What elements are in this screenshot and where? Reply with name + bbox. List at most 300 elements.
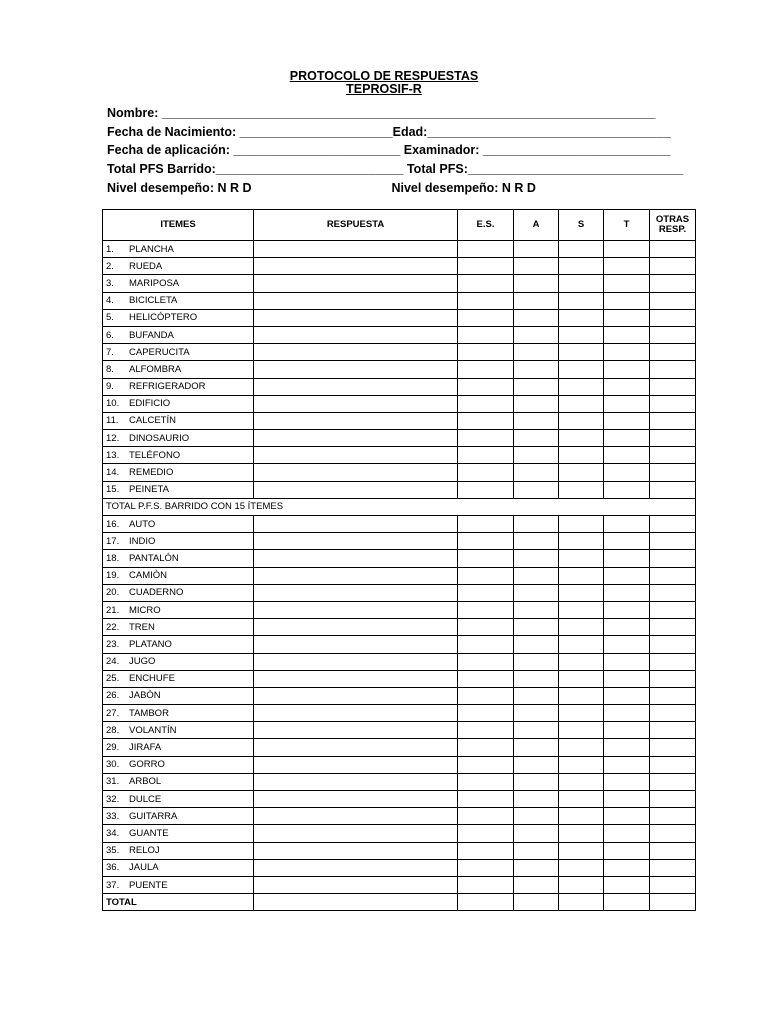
s-cell[interactable] — [559, 722, 604, 739]
other-cell[interactable] — [650, 447, 696, 464]
other-cell[interactable] — [650, 584, 696, 601]
item-number: 31. — [106, 776, 120, 788]
es-cell[interactable] — [458, 687, 514, 704]
birthdate-age-line[interactable]: Fecha de Nacimiento: ______________________Edad:___________________________________ — [107, 124, 671, 139]
response-cell[interactable] — [254, 258, 458, 275]
response-cell[interactable] — [254, 464, 458, 481]
response-cell[interactable] — [254, 533, 458, 550]
es-cell[interactable] — [458, 361, 514, 378]
s-cell[interactable] — [559, 378, 604, 395]
response-cell[interactable] — [254, 825, 458, 842]
response-cell[interactable] — [254, 808, 458, 825]
es-cell[interactable] — [458, 344, 514, 361]
a-cell[interactable] — [514, 876, 559, 893]
es-cell[interactable] — [458, 309, 514, 326]
s-cell[interactable] — [559, 739, 604, 756]
t-cell[interactable] — [604, 481, 650, 498]
t-cell[interactable] — [604, 412, 650, 429]
item-number: 28. — [106, 724, 120, 736]
es-cell[interactable] — [458, 395, 514, 412]
es-cell[interactable] — [458, 326, 514, 343]
other-cell[interactable] — [650, 481, 696, 498]
t-cell[interactable] — [604, 378, 650, 395]
s-cell[interactable] — [559, 842, 604, 859]
t-cell[interactable] — [604, 773, 650, 790]
item-word: GORRO — [129, 759, 165, 771]
es-cell[interactable] — [458, 378, 514, 395]
response-cell[interactable] — [254, 430, 458, 447]
es-cell[interactable] — [458, 739, 514, 756]
es-cell[interactable] — [458, 567, 514, 584]
response-cell[interactable] — [254, 447, 458, 464]
t-cell[interactable] — [604, 670, 650, 687]
table-row — [103, 516, 696, 533]
response-cell[interactable] — [254, 378, 458, 395]
response-cell[interactable] — [254, 876, 458, 893]
item-word: INDIO — [129, 535, 156, 547]
other-cell[interactable] — [650, 722, 696, 739]
other-cell[interactable] — [650, 464, 696, 481]
other-cell[interactable] — [650, 292, 696, 309]
s-cell[interactable] — [559, 601, 604, 618]
item-cell — [103, 601, 254, 618]
item-word: CAMIÒN — [129, 570, 167, 582]
t-cell[interactable] — [604, 241, 650, 258]
item-number: 27. — [106, 707, 120, 719]
t-cell[interactable] — [604, 601, 650, 618]
other-cell[interactable] — [650, 309, 696, 326]
s-cell[interactable] — [559, 705, 604, 722]
item-cell — [103, 361, 254, 378]
t-cell[interactable] — [604, 636, 650, 653]
s-cell[interactable] — [559, 361, 604, 378]
other-cell[interactable] — [650, 567, 696, 584]
item-word: PLATANO — [129, 638, 172, 650]
other-cell[interactable] — [650, 636, 696, 653]
t-cell[interactable] — [604, 825, 650, 842]
other-cell[interactable] — [650, 430, 696, 447]
document-title — [0, 70, 768, 96]
es-cell[interactable] — [458, 584, 514, 601]
table-row — [103, 241, 696, 258]
s-cell[interactable] — [559, 808, 604, 825]
table-row — [103, 876, 696, 893]
item-word: JAULA — [129, 862, 159, 874]
other-cell[interactable] — [650, 516, 696, 533]
item-cell — [103, 344, 254, 361]
item-number: 3. — [106, 277, 114, 289]
item-number: 30. — [106, 759, 120, 771]
item-word: PEINETA — [129, 484, 169, 496]
item-cell — [103, 258, 254, 275]
response-cell[interactable] — [254, 567, 458, 584]
s-cell[interactable] — [559, 859, 604, 876]
a-cell[interactable] — [514, 859, 559, 876]
es-cell[interactable] — [458, 876, 514, 893]
s-cell[interactable] — [559, 258, 604, 275]
other-cell[interactable] — [650, 550, 696, 567]
t-cell[interactable] — [604, 550, 650, 567]
es-cell[interactable] — [458, 825, 514, 842]
t-cell[interactable] — [604, 395, 650, 412]
table-row — [103, 722, 696, 739]
item-number: 17. — [106, 535, 120, 547]
t-cell[interactable] — [604, 756, 650, 773]
es-cell[interactable] — [458, 481, 514, 498]
t-cell[interactable] — [604, 533, 650, 550]
s-cell[interactable] — [559, 687, 604, 704]
item-word: BUFANDA — [129, 329, 174, 341]
response-cell[interactable] — [254, 894, 458, 911]
s-cell[interactable] — [559, 275, 604, 292]
es-cell[interactable] — [458, 842, 514, 859]
item-word: PANTALÓN — [129, 552, 179, 564]
response-cell[interactable] — [254, 653, 458, 670]
a-cell[interactable] — [514, 670, 559, 687]
item-number: 11. — [106, 415, 119, 427]
other-cell[interactable] — [650, 344, 696, 361]
es-cell[interactable] — [458, 550, 514, 567]
t-cell[interactable] — [604, 842, 650, 859]
t-cell[interactable] — [604, 309, 650, 326]
response-cell[interactable] — [254, 275, 458, 292]
other-cell[interactable] — [650, 705, 696, 722]
es-cell[interactable] — [458, 292, 514, 309]
a-cell[interactable] — [514, 395, 559, 412]
t-cell[interactable] — [604, 584, 650, 601]
table-row — [103, 601, 696, 618]
es-cell[interactable] — [458, 705, 514, 722]
header-t: T — [604, 210, 650, 241]
t-cell[interactable] — [604, 464, 650, 481]
s-cell[interactable] — [559, 567, 604, 584]
a-cell[interactable] — [514, 687, 559, 704]
s-cell[interactable] — [559, 344, 604, 361]
es-cell[interactable] — [458, 464, 514, 481]
t-cell[interactable] — [604, 705, 650, 722]
other-cell[interactable] — [650, 241, 696, 258]
table-row — [103, 791, 696, 808]
a-cell[interactable] — [514, 894, 559, 911]
t-cell[interactable] — [604, 808, 650, 825]
s-cell[interactable] — [559, 533, 604, 550]
other-cell[interactable] — [650, 395, 696, 412]
a-cell[interactable] — [514, 533, 559, 550]
es-cell[interactable] — [458, 894, 514, 911]
a-cell[interactable] — [514, 567, 559, 584]
t-cell[interactable] — [604, 447, 650, 464]
item-number: 25. — [106, 673, 120, 685]
a-cell[interactable] — [514, 705, 559, 722]
a-cell[interactable] — [514, 722, 559, 739]
a-cell[interactable] — [514, 292, 559, 309]
item-cell — [103, 584, 254, 601]
s-cell[interactable] — [559, 430, 604, 447]
a-cell[interactable] — [514, 601, 559, 618]
response-cell[interactable] — [254, 309, 458, 326]
s-cell[interactable] — [559, 464, 604, 481]
t-cell[interactable] — [604, 859, 650, 876]
s-cell[interactable] — [559, 756, 604, 773]
item-number: 5. — [106, 312, 114, 324]
item-cell — [103, 412, 254, 429]
item-number: 29. — [106, 742, 120, 754]
other-cell[interactable] — [650, 842, 696, 859]
a-cell[interactable] — [514, 309, 559, 326]
a-cell[interactable] — [514, 825, 559, 842]
s-cell[interactable] — [559, 447, 604, 464]
a-cell[interactable] — [514, 241, 559, 258]
t-cell[interactable] — [604, 344, 650, 361]
es-cell[interactable] — [458, 601, 514, 618]
s-cell[interactable] — [559, 825, 604, 842]
a-cell[interactable] — [514, 619, 559, 636]
response-cell[interactable] — [254, 705, 458, 722]
response-cell[interactable] — [254, 481, 458, 498]
other-cell[interactable] — [650, 619, 696, 636]
es-cell[interactable] — [458, 859, 514, 876]
a-cell[interactable] — [514, 756, 559, 773]
es-cell[interactable] — [458, 241, 514, 258]
response-cell[interactable] — [254, 395, 458, 412]
other-cell[interactable] — [650, 326, 696, 343]
a-cell[interactable] — [514, 344, 559, 361]
s-cell[interactable] — [559, 241, 604, 258]
t-cell[interactable] — [604, 739, 650, 756]
t-cell[interactable] — [604, 619, 650, 636]
a-cell[interactable] — [514, 739, 559, 756]
item-number: 37. — [106, 879, 120, 891]
response-cell[interactable] — [254, 550, 458, 567]
other-cell[interactable] — [650, 687, 696, 704]
response-cell[interactable] — [254, 670, 458, 687]
es-cell[interactable] — [458, 412, 514, 429]
item-cell — [103, 773, 254, 790]
es-cell[interactable] — [458, 533, 514, 550]
s-cell[interactable] — [559, 550, 604, 567]
other-cell[interactable] — [650, 876, 696, 893]
s-cell[interactable] — [559, 309, 604, 326]
item-cell — [103, 481, 254, 498]
s-cell[interactable] — [559, 773, 604, 790]
a-cell[interactable] — [514, 808, 559, 825]
table-row — [103, 567, 696, 584]
a-cell[interactable] — [514, 430, 559, 447]
application-examiner-line[interactable]: Fecha de aplicación: ________________________ Examinador: ___________________________ — [107, 143, 671, 158]
a-cell[interactable] — [514, 447, 559, 464]
item-cell — [103, 636, 254, 653]
other-cell[interactable] — [650, 653, 696, 670]
item-number: 10. — [106, 398, 120, 410]
s-cell[interactable] — [559, 876, 604, 893]
response-cell[interactable] — [254, 344, 458, 361]
item-cell — [103, 859, 254, 876]
table-row — [103, 464, 696, 481]
es-cell[interactable] — [458, 791, 514, 808]
s-cell[interactable] — [559, 670, 604, 687]
t-cell[interactable] — [604, 326, 650, 343]
table-row — [103, 842, 696, 859]
a-cell[interactable] — [514, 773, 559, 790]
item-cell — [103, 464, 254, 481]
response-cell[interactable] — [254, 412, 458, 429]
header-items: ITEMES — [103, 210, 254, 241]
a-cell[interactable] — [514, 550, 559, 567]
item-number: 23. — [106, 638, 120, 650]
item-number: 15. — [106, 484, 120, 496]
item-word: GUITARRA — [129, 810, 178, 822]
item-cell — [103, 619, 254, 636]
t-cell[interactable] — [604, 687, 650, 704]
es-cell[interactable] — [458, 619, 514, 636]
a-cell[interactable] — [514, 412, 559, 429]
t-cell[interactable] — [604, 361, 650, 378]
s-cell[interactable] — [559, 791, 604, 808]
response-cell[interactable] — [254, 791, 458, 808]
response-cell[interactable] — [254, 739, 458, 756]
item-word: BICICLETA — [129, 295, 178, 307]
es-cell[interactable] — [458, 516, 514, 533]
table-row — [103, 670, 696, 687]
other-cell[interactable] — [650, 533, 696, 550]
name-field-line[interactable]: Nombre: _______________________________________________________________________ — [107, 106, 656, 120]
a-cell[interactable] — [514, 653, 559, 670]
other-cell[interactable] — [650, 756, 696, 773]
t-cell[interactable] — [604, 653, 650, 670]
t-cell[interactable] — [604, 567, 650, 584]
other-cell[interactable] — [650, 275, 696, 292]
item-cell — [103, 395, 254, 412]
other-cell[interactable] — [650, 739, 696, 756]
a-cell[interactable] — [514, 842, 559, 859]
item-number: 7. — [106, 346, 114, 358]
other-cell[interactable] — [650, 361, 696, 378]
item-cell — [103, 825, 254, 842]
a-cell[interactable] — [514, 516, 559, 533]
a-cell[interactable] — [514, 378, 559, 395]
other-cell[interactable] — [650, 894, 696, 911]
a-cell[interactable] — [514, 326, 559, 343]
item-number: 9. — [106, 381, 114, 393]
a-cell[interactable] — [514, 584, 559, 601]
t-cell[interactable] — [604, 876, 650, 893]
a-cell[interactable] — [514, 258, 559, 275]
response-cell[interactable] — [254, 326, 458, 343]
response-cell[interactable] — [254, 842, 458, 859]
es-cell[interactable] — [458, 653, 514, 670]
t-cell[interactable] — [604, 258, 650, 275]
response-cell[interactable] — [254, 773, 458, 790]
item-word: CALCETÍN — [129, 415, 176, 427]
response-cell[interactable] — [254, 687, 458, 704]
response-cell[interactable] — [254, 361, 458, 378]
a-cell[interactable] — [514, 481, 559, 498]
item-number: 1. — [106, 243, 114, 255]
s-cell[interactable] — [559, 292, 604, 309]
item-word: DINOSAURIO — [129, 432, 190, 444]
t-cell[interactable] — [604, 430, 650, 447]
item-cell — [103, 378, 254, 395]
response-cell[interactable] — [254, 756, 458, 773]
other-cell[interactable] — [650, 670, 696, 687]
a-cell[interactable] — [514, 636, 559, 653]
s-cell[interactable] — [559, 412, 604, 429]
a-cell[interactable] — [514, 464, 559, 481]
es-cell[interactable] — [458, 773, 514, 790]
item-word: PUENTE — [129, 879, 168, 891]
other-cell[interactable] — [650, 808, 696, 825]
s-cell[interactable] — [559, 584, 604, 601]
response-cell[interactable] — [254, 619, 458, 636]
response-cell[interactable] — [254, 241, 458, 258]
header-s: S — [559, 210, 604, 241]
item-number: 13. — [106, 449, 120, 461]
es-cell[interactable] — [458, 430, 514, 447]
table-row — [103, 481, 696, 498]
response-cell[interactable] — [254, 859, 458, 876]
other-cell[interactable] — [650, 825, 696, 842]
es-cell[interactable] — [458, 636, 514, 653]
table-row — [103, 756, 696, 773]
item-word: TELÉFONO — [129, 449, 181, 461]
a-cell[interactable] — [514, 275, 559, 292]
s-cell[interactable] — [559, 636, 604, 653]
response-cell[interactable] — [254, 722, 458, 739]
s-cell[interactable] — [559, 326, 604, 343]
s-cell[interactable] — [559, 516, 604, 533]
other-cell[interactable] — [650, 378, 696, 395]
t-cell[interactable] — [604, 516, 650, 533]
response-cell[interactable] — [254, 292, 458, 309]
response-cell[interactable] — [254, 584, 458, 601]
es-cell[interactable] — [458, 670, 514, 687]
table-row — [103, 653, 696, 670]
a-cell[interactable] — [514, 791, 559, 808]
item-word: AUTO — [129, 518, 156, 530]
s-cell[interactable] — [559, 894, 604, 911]
response-cell[interactable] — [254, 601, 458, 618]
t-cell[interactable] — [604, 894, 650, 911]
es-cell[interactable] — [458, 275, 514, 292]
t-cell[interactable] — [604, 722, 650, 739]
s-cell[interactable] — [559, 619, 604, 636]
other-cell[interactable] — [650, 859, 696, 876]
es-cell[interactable] — [458, 808, 514, 825]
item-number: 19. — [106, 570, 120, 582]
s-cell[interactable] — [559, 481, 604, 498]
other-cell[interactable] — [650, 773, 696, 790]
other-cell[interactable] — [650, 412, 696, 429]
t-cell[interactable] — [604, 292, 650, 309]
other-cell[interactable] — [650, 258, 696, 275]
s-cell[interactable] — [559, 653, 604, 670]
es-cell[interactable] — [458, 756, 514, 773]
response-cell[interactable] — [254, 516, 458, 533]
item-word: MARIPOSA — [129, 277, 180, 289]
s-cell[interactable] — [559, 395, 604, 412]
es-cell[interactable] — [458, 258, 514, 275]
t-cell[interactable] — [604, 791, 650, 808]
total-pfs-line[interactable]: Total PFS Barrido:___________________________ Total PFS:_______________________________ — [107, 162, 684, 177]
response-cell[interactable] — [254, 636, 458, 653]
other-cell[interactable] — [650, 791, 696, 808]
a-cell[interactable] — [514, 361, 559, 378]
other-cell[interactable] — [650, 601, 696, 618]
t-cell[interactable] — [604, 275, 650, 292]
es-cell[interactable] — [458, 447, 514, 464]
table-row — [103, 378, 696, 395]
es-cell[interactable] — [458, 722, 514, 739]
